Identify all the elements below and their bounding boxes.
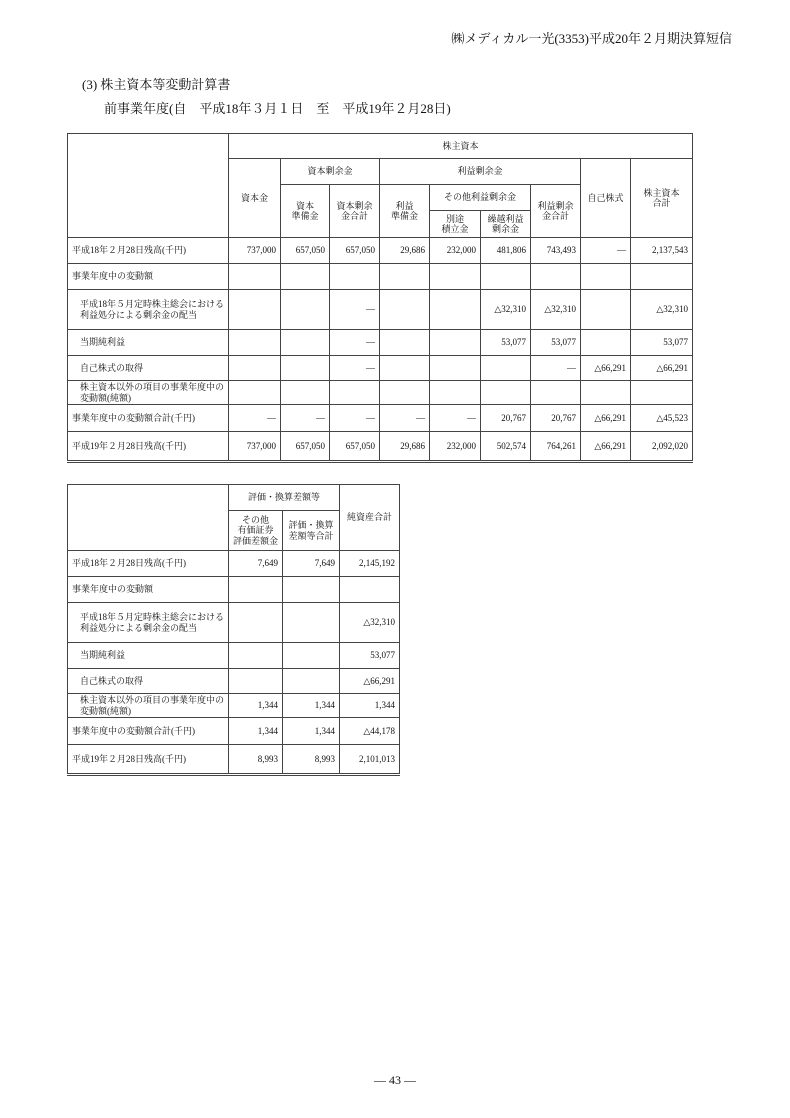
cell-value: 481,806 bbox=[481, 238, 531, 264]
cell-value: 764,261 bbox=[531, 432, 581, 462]
cell-value: 8,993 bbox=[229, 745, 283, 775]
cell-value: 737,000 bbox=[229, 432, 281, 462]
table-row bbox=[68, 330, 693, 356]
cell-value bbox=[430, 381, 481, 405]
cell-value: 2,092,020 bbox=[631, 432, 693, 462]
table-row bbox=[68, 745, 400, 775]
cell-value bbox=[380, 330, 430, 356]
cell-value: 1,344 bbox=[340, 694, 400, 718]
cell-value: — bbox=[330, 405, 380, 432]
cell-value: 53,077 bbox=[340, 643, 400, 669]
row-label: 事業年度中の変動額合計(千円) bbox=[68, 405, 229, 432]
document-header: ㈱メディカル一光(3353)平成20年２月期決算短信 bbox=[451, 31, 732, 46]
cell-value: △66,291 bbox=[631, 356, 693, 381]
cell-value: 657,050 bbox=[281, 432, 330, 462]
row-label: 自己株式の取得 bbox=[68, 356, 229, 381]
row-label: 事業年度中の変動額 bbox=[68, 577, 229, 603]
cell-value bbox=[430, 264, 481, 290]
cell-value bbox=[531, 381, 581, 405]
row-label: 平成18年２月28日残高(千円) bbox=[68, 238, 229, 264]
cell-value bbox=[581, 330, 631, 356]
cell-value bbox=[229, 603, 283, 643]
header-equity-total: 株主資本 合計 bbox=[631, 159, 693, 238]
cell-value bbox=[229, 669, 283, 694]
table-row bbox=[68, 577, 400, 603]
table-row bbox=[68, 290, 693, 330]
row-label: 事業年度中の変動額 bbox=[68, 264, 229, 290]
header-general-reserve: 別途 積立金 bbox=[430, 211, 481, 238]
cell-value: — bbox=[380, 405, 430, 432]
cell-value bbox=[229, 290, 281, 330]
cell-value bbox=[281, 290, 330, 330]
cell-value: △32,310 bbox=[340, 603, 400, 643]
cell-value bbox=[229, 381, 281, 405]
shareholders-equity-table bbox=[67, 133, 693, 463]
cell-value bbox=[380, 264, 430, 290]
cell-value bbox=[229, 264, 281, 290]
valuation-net-assets-table bbox=[67, 484, 400, 776]
row-label: 当期純利益 bbox=[68, 330, 229, 356]
cell-value: 657,050 bbox=[330, 432, 380, 462]
cell-value bbox=[481, 356, 531, 381]
cell-value bbox=[229, 643, 283, 669]
cell-value: 7,649 bbox=[229, 551, 283, 577]
table-row bbox=[68, 603, 400, 643]
cell-value: 8,993 bbox=[283, 745, 340, 775]
cell-value bbox=[229, 356, 281, 381]
cell-value bbox=[481, 381, 531, 405]
cell-value: 502,574 bbox=[481, 432, 531, 462]
section-title: (3) 株主資本等変動計算書 bbox=[82, 77, 231, 92]
row-label: 平成18年５月定時株主総会における利益処分による剰余金の配当 bbox=[68, 290, 229, 330]
header-valuation-total: 評価・換算 差額等合計 bbox=[283, 511, 340, 551]
cell-value bbox=[631, 264, 693, 290]
cell-value bbox=[229, 330, 281, 356]
cell-value: 657,050 bbox=[330, 238, 380, 264]
row-label: 平成18年５月定時株主総会における利益処分による剰余金の配当 bbox=[68, 603, 229, 643]
cell-value: 29,686 bbox=[380, 238, 430, 264]
cell-value bbox=[430, 356, 481, 381]
cell-value: 53,077 bbox=[531, 330, 581, 356]
cell-value bbox=[229, 577, 283, 603]
cell-value: — bbox=[330, 330, 380, 356]
table-row bbox=[68, 356, 693, 381]
cell-value: 1,344 bbox=[283, 718, 340, 745]
row-label: 平成19年２月28日残高(千円) bbox=[68, 745, 229, 775]
cell-value: — bbox=[330, 290, 380, 330]
cell-value bbox=[531, 264, 581, 290]
cell-value: 20,767 bbox=[481, 405, 531, 432]
header-capital-surplus-total: 資本剰余 金合計 bbox=[330, 185, 380, 238]
table-row bbox=[68, 381, 693, 405]
table-row bbox=[68, 405, 693, 432]
cell-value: 743,493 bbox=[531, 238, 581, 264]
header-blank bbox=[68, 134, 229, 238]
cell-value: 1,344 bbox=[229, 694, 283, 718]
row-label: 事業年度中の変動額合計(千円) bbox=[68, 718, 229, 745]
cell-value bbox=[380, 290, 430, 330]
cell-value: 1,344 bbox=[229, 718, 283, 745]
cell-value: 2,101,013 bbox=[340, 745, 400, 775]
cell-value: — bbox=[531, 356, 581, 381]
cell-value bbox=[283, 643, 340, 669]
cell-value bbox=[283, 603, 340, 643]
header-retained-carried: 繰越利益 剰余金 bbox=[481, 211, 531, 238]
header-other-securities: その他 有価証券 評価差額金 bbox=[229, 511, 283, 551]
row-label: 自己株式の取得 bbox=[68, 669, 229, 694]
cell-value bbox=[281, 330, 330, 356]
cell-value: △44,178 bbox=[340, 718, 400, 745]
cell-value bbox=[281, 356, 330, 381]
cell-value bbox=[281, 381, 330, 405]
cell-value: △66,291 bbox=[581, 432, 631, 462]
row-label: 平成19年２月28日残高(千円) bbox=[68, 432, 229, 462]
cell-value: △66,291 bbox=[581, 356, 631, 381]
header-capital-reserve: 資本 準備金 bbox=[281, 185, 330, 238]
header-capital-surplus: 資本剰余金 bbox=[281, 159, 380, 185]
header-net-assets: 純資産合計 bbox=[340, 485, 400, 551]
cell-value bbox=[283, 669, 340, 694]
cell-value: 53,077 bbox=[631, 330, 693, 356]
cell-value bbox=[481, 264, 531, 290]
cell-value bbox=[283, 577, 340, 603]
cell-value: 232,000 bbox=[430, 238, 481, 264]
cell-value bbox=[581, 290, 631, 330]
cell-value: 737,000 bbox=[229, 238, 281, 264]
cell-value bbox=[430, 290, 481, 330]
header-shareholders-equity: 株主資本 bbox=[229, 134, 693, 159]
header-retained-total: 利益剰余 金合計 bbox=[531, 185, 581, 238]
cell-value: △66,291 bbox=[581, 405, 631, 432]
cell-value bbox=[330, 264, 380, 290]
row-label: 平成18年２月28日残高(千円) bbox=[68, 551, 229, 577]
table-row bbox=[68, 669, 400, 694]
table-row bbox=[68, 432, 693, 462]
cell-value: △32,310 bbox=[631, 290, 693, 330]
cell-value: — bbox=[581, 238, 631, 264]
cell-value: — bbox=[229, 405, 281, 432]
cell-value: △32,310 bbox=[481, 290, 531, 330]
cell-value: △32,310 bbox=[531, 290, 581, 330]
cell-value bbox=[430, 330, 481, 356]
cell-value bbox=[380, 381, 430, 405]
cell-value bbox=[581, 264, 631, 290]
row-label: 株主資本以外の項目の事業年度中の変動額(純額) bbox=[68, 381, 229, 405]
cell-value: 53,077 bbox=[481, 330, 531, 356]
cell-value: △66,291 bbox=[340, 669, 400, 694]
cell-value bbox=[581, 381, 631, 405]
cell-value: — bbox=[330, 356, 380, 381]
cell-value: — bbox=[281, 405, 330, 432]
table-row bbox=[68, 718, 400, 745]
table-row bbox=[68, 643, 400, 669]
table-row bbox=[68, 238, 693, 264]
cell-value: 1,344 bbox=[283, 694, 340, 718]
page-number: ― 43 ― bbox=[374, 1073, 416, 1087]
header-treasury-stock: 自己株式 bbox=[581, 159, 631, 238]
cell-value bbox=[340, 577, 400, 603]
header-valuation: 評価・換算差額等 bbox=[229, 485, 340, 511]
cell-value: 2,145,192 bbox=[340, 551, 400, 577]
cell-value: 2,137,543 bbox=[631, 238, 693, 264]
cell-value bbox=[380, 356, 430, 381]
row-label: 当期純利益 bbox=[68, 643, 229, 669]
cell-value: 657,050 bbox=[281, 238, 330, 264]
table-row bbox=[68, 694, 400, 718]
header-retained-earnings: 利益剰余金 bbox=[380, 159, 581, 185]
period-heading: 前事業年度(自 平成18年３月１日 至 平成19年２月28日) bbox=[104, 101, 451, 116]
cell-value bbox=[631, 381, 693, 405]
cell-value: △45,523 bbox=[631, 405, 693, 432]
cell-value: 20,767 bbox=[531, 405, 581, 432]
cell-value bbox=[281, 264, 330, 290]
cell-value: 232,000 bbox=[430, 432, 481, 462]
cell-value: 29,686 bbox=[380, 432, 430, 462]
header-other-retained: その他利益剰余金 bbox=[430, 185, 531, 211]
cell-value bbox=[330, 381, 380, 405]
cell-value: — bbox=[430, 405, 481, 432]
header-blank bbox=[68, 485, 229, 551]
row-label: 株主資本以外の項目の事業年度中の変動額(純額) bbox=[68, 694, 229, 718]
table-row bbox=[68, 551, 400, 577]
cell-value: 7,649 bbox=[283, 551, 340, 577]
header-capital-stock: 資本金 bbox=[229, 159, 281, 238]
header-legal-reserve: 利益 準備金 bbox=[380, 185, 430, 238]
table-row bbox=[68, 264, 693, 290]
